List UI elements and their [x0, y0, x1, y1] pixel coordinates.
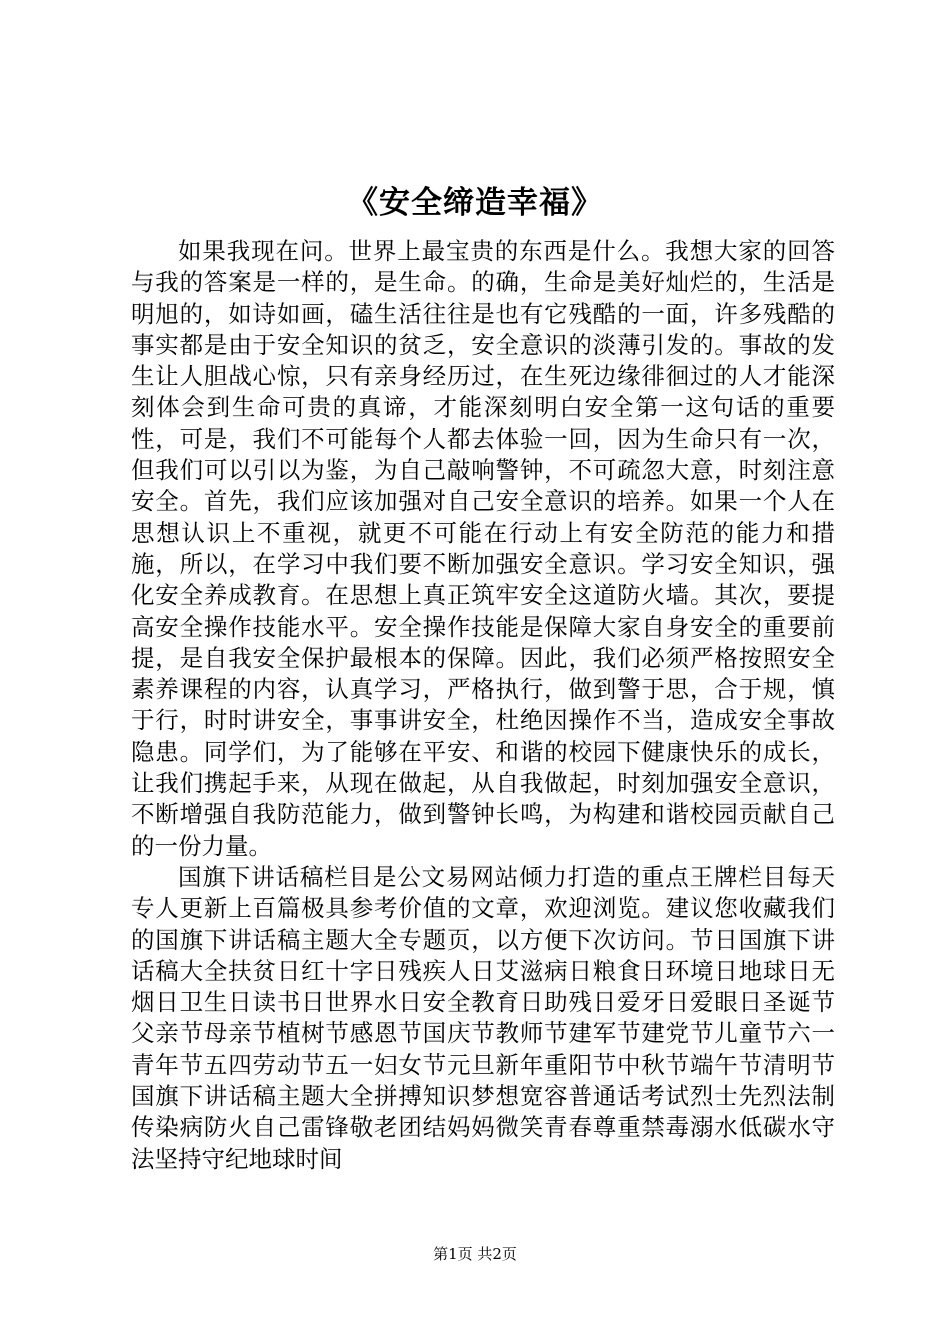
document-body [131, 236, 835, 1175]
paragraph-column-info: 国旗下讲话稿栏目是公文易网站倾力打造的重点王牌栏目每天专人更新上百篇极具参考价值的文章，欢迎浏览。建议您收藏我们的国旗下讲话稿主题大全专题页，以方便下次访问。节日国旗下讲话稿大全扶贫日红十字日残疾人日艾滋病日粮食日环境日地球日无烟日卫生日读书日世界水日安全教育日助残日爱牙日爱眼日圣诞节父亲节母亲节植树节感恩节国庆节教师节建军节建党节儿童节六一青年节五四劳动节五一妇女节元旦新年重阳节中秋节端午节清明节国旗下讲话稿主题大全拼搏知识梦想宽容普通话考试烈士先烈法制传染病防火自己雷锋敬老团结妈妈微笑青春尊重禁毒溺水低碳水守法坚持守纪地球时间 [131, 862, 835, 1173]
document-title: 《安全缔造幸福》 [347, 185, 603, 221]
page-number-footer: 第1页 共2页 [433, 1245, 517, 1263]
paragraph-speech: 如果我现在问。世界上最宝贵的东西是什么。我想大家的回答与我的答案是一样的，是生命。的确，生命是美好灿烂的，生活是明旭的，如诗如画，磕生活往往是也有它残酷的一面，许多残酷的事实都是由于安全知识的贫乏，安全意识的淡薄引发的。事故的发生让人胆战心惊，只有亲身经历过，在生死边缘徘徊过的人才能深刻体会到生命可贵的真谛，才能深刻明白安全第一这句话的重要性，可是，我们不可能每个人都去体验一回，因为生命只有一次，但我们可以引以为鉴，为自己敲响警钟，不可疏忽大意，时刻注意安全。首先，我们应该加强对自己安全意识的培养。如果一个人在思想认识上不重视，就更不可能在行动上有安全防范的能力和措施，所以，在学习中我们要不断加强安全意识。学习安全知识，强化安全养成教育。在思想上真正筑牢安全这道防火墙。其次，要提高安全操作技能水平。安全操作技能是保障大家自身安全的重要前提，是自我安全保护最根本的保障。因此，我们必须严格按照安全素养课程的内容，认真学习，严格执行，做到警于思，合于规，慎于行，时时讲安全，事事讲安全，杜绝因操作不当，造成安全事故隐患。同学们，为了能够在平安、和谐的校园下健康快乐的成长，让我们携起手来，从现在做起，从自我做起，时刻加强安全意识，不断增强自我防范能力，做到警钟长鸣，为构建和谐校园贡献自己的一份力量。 [131, 237, 835, 860]
